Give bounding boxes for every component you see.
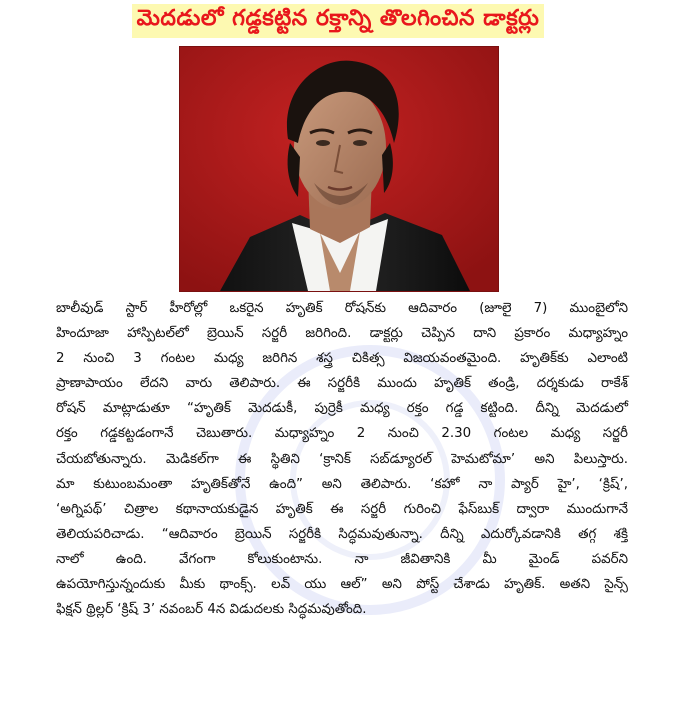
article-line: రక్తం గడ్డకట్టడంగానే చెబుతారు. మధ్యాహ్నం 2 నుంచి 2.30 గంటల మధ్య సర్జరీ	[56, 426, 628, 442]
article-line: ‘అగ్నిపథ్’ చిత్రాల కథానాయకుడైన హృతిక్ ఈ సర్జరీ గురించి ఫేస్‌బుక్ ద్వారా ముందుగానే	[56, 501, 628, 517]
article-line: ఫిక్షన్ థ్రిల్లర్ ‘క్రిష్ 3’ నవంబర్ 4న విడుదలకు సిద్ధమవుతోంది.	[56, 602, 367, 618]
article-body	[56, 296, 628, 622]
article-line: మా కుటుంబమంతా హృతిక్‌తోనే ఉంది” అని తెలిపారు. ‘కహో నా ప్యార్ హై’, ‘క్రిష్’,	[56, 476, 628, 492]
portrait-illustration	[180, 47, 498, 291]
article-line: చేయబోతున్నారు. మెడికల్‌గా ఈ స్థితిని ‘క్రానిక్ సబ్‌డ్యూరల్ హెమటోమా’ అని పిలుస్తారు.	[56, 451, 628, 467]
article-line: బాలీవుడ్ స్టార్ హీరోల్లో ఒకరైన హృతిక్ రోషన్‌కు ఆదివారం (జూలై 7) ముంబైలోని	[56, 301, 628, 316]
article-line: ఉపయోగిస్తున్నందుకు మీకు థాంక్స్. లవ్ యు ఆల్” అని పోస్ట్ చేశాడు హృతిక్. అతని సైన్స్	[56, 577, 628, 593]
article-line: రోషన్ మాట్లాడుతూ “హృతిక్ మెదడుకీ, పుర్రెకీ మధ్య రక్తం గడ్డ కట్టింది. దీన్ని మెదడులో	[56, 401, 628, 417]
article-photo	[179, 46, 499, 292]
headline-banner	[132, 4, 544, 38]
article-line: 2 నుంచి 3 గంటల మధ్య జరిగిన శస్త్ర చికిత్స విజయవంతమైంది. హృతిక్‌కు ఎలాంటి	[56, 351, 628, 367]
article-line: నాలో ఉంది. వేగంగా కోలుకుంటాను. నా జీవితానికి మీ మైండ్ పవర్‌ని	[56, 551, 628, 567]
headline-text: మెదడులో గడ్డకట్టిన రక్తాన్ని తొలగించిన డాక్టర్లు	[136, 6, 540, 31]
article-line: హిందూజా హాస్పిటల్‌లో బ్రెయిన్ సర్జరీ జరిగింది. డాక్టర్లు చెప్పిన దాని ప్రకారం మధ్యాహ్నం	[56, 326, 628, 342]
article-line: ప్రాణాపాయం లేదని వారు తెలిపారు. ఈ సర్జరీకి ముందు హృతిక్ తండ్రి, దర్శకుడు రాకేశ్	[56, 376, 628, 392]
article-line: తెలియపరిచాడు. “ఆదివారం బ్రెయిన్ సర్జరీకి సిద్ధమవుతున్నా. దీన్ని ఎదుర్కోవడానికి తగ్గ శక్తి	[56, 526, 628, 542]
